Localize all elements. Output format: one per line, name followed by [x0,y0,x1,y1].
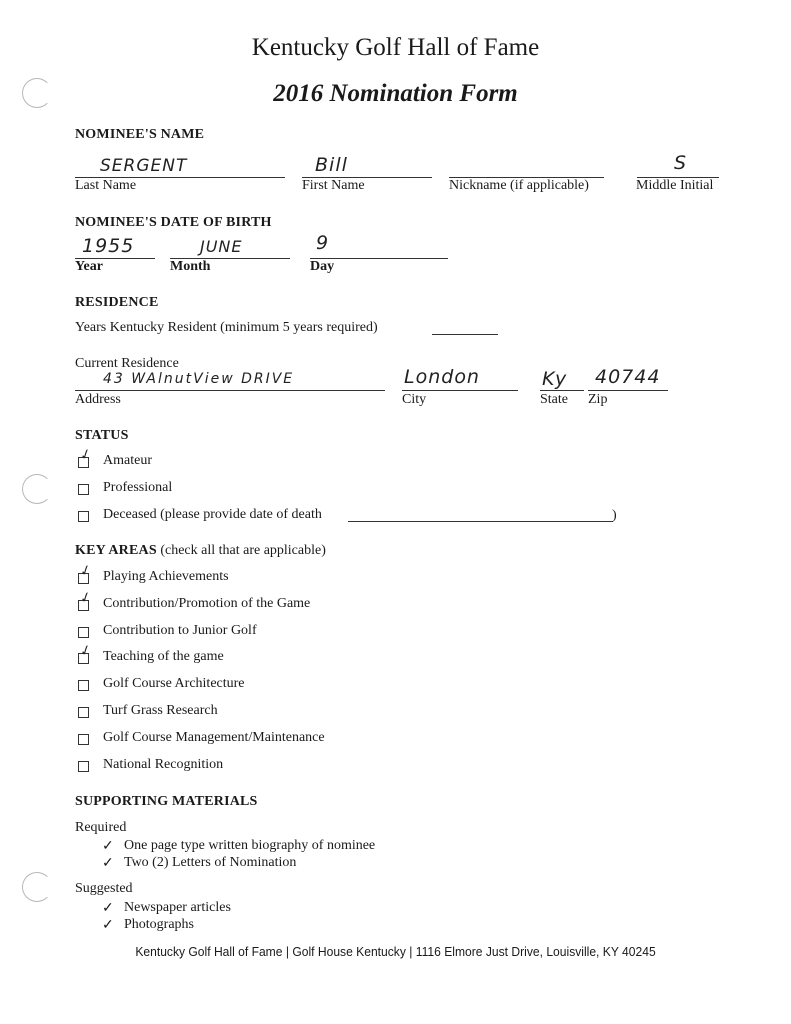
key-areas-heading-row [75,543,326,559]
current-residence-label: Current Residence [75,356,179,371]
key-area-label: Contribution to Junior Golf [103,622,257,638]
check-mark-icon: ✓ [102,856,114,871]
dob-day-label: Day [310,259,335,274]
check-mark-icon: ✓ [102,839,114,854]
suggested-item: Newspaper articles [124,900,231,915]
zip-field[interactable] [588,390,668,391]
check-mark-icon: ✓ [102,918,114,933]
suggested-item: Photographs [124,917,194,932]
key-area-label: National Recognition [103,756,224,772]
dob-year-label: Year [75,259,103,274]
city-field[interactable] [402,390,518,391]
years-resident-field[interactable] [432,334,498,335]
key-area-label: Golf Course Management/Maintenance [103,729,325,745]
check-mark-icon: ✓ [77,561,94,581]
key-area-label: Teaching of the game [103,649,224,665]
status-checkbox[interactable] [78,484,89,495]
middle-initial-label: Middle Initial [636,178,714,193]
status-label: Deceased (please provide date of death [103,507,322,522]
city-value: London [404,366,480,388]
status-heading: STATUS [75,428,129,443]
first-name-label: First Name [302,178,365,193]
deceased-close-paren: ) [612,508,617,523]
key-area-label: Contribution/Promotion of the Game [103,595,311,611]
address-value: 43 WAlnutView DRIVE [103,371,295,387]
state-field[interactable] [540,390,584,391]
check-mark-icon: ✓ [77,445,94,465]
required-label: Required [75,820,127,835]
key-area-checkbox[interactable] [78,627,89,638]
check-mark-icon: ✓ [77,588,94,608]
suggested-label: Suggested [75,881,133,896]
address-label: Address [75,392,121,407]
state-value: Ky [542,368,568,390]
first-name-value: Bill [315,154,348,176]
footer-text: Kentucky Golf Hall of Fame | Golf House Kentucky | 1116 Elmore Just Drive, Louisville, KY 40245 [135,944,656,959]
status-checkbox[interactable] [78,511,89,522]
punch-hole-middle [22,474,52,504]
middle-initial-value: S [674,152,688,174]
supporting-heading: SUPPORTING MATERIALS [75,794,258,809]
punch-hole-bottom [22,872,52,902]
dob-day-value: 9 [316,232,330,254]
zip-value: 40744 [595,366,661,388]
dob-heading: NOMINEE'S DATE OF BIRTH [75,215,272,230]
required-item: One page type written biography of nominee [124,838,376,853]
key-area-checkbox[interactable] [78,761,89,772]
city-label: City [402,392,427,407]
key-areas-heading: KEY AREAS [75,543,157,558]
page-title: Kentucky Golf Hall of Fame [251,34,540,61]
dob-month-label: Month [170,259,211,274]
check-mark-icon: ✓ [102,901,114,916]
nominee-name-heading: NOMINEE'S NAME [75,127,205,142]
dob-year-value: 1955 [82,235,135,257]
last-name-value: SERGENT [100,156,188,176]
key-area-checkbox[interactable] [78,734,89,745]
status-label: Amateur [103,453,152,468]
status-label: Professional [103,480,173,495]
key-area-checkbox[interactable] [78,680,89,691]
required-item: Two (2) Letters of Nomination [124,855,297,870]
address-field[interactable] [75,390,385,391]
nickname-label: Nickname (if applicable) [449,178,589,193]
form-subtitle: 2016 Nomination Form [273,80,518,107]
residence-heading: RESIDENCE [75,295,159,310]
dob-month-value: JUNE [200,237,243,256]
years-resident-label: Years Kentucky Resident (minimum 5 years required) [75,320,378,335]
key-area-label: Playing Achievements [103,569,229,584]
date-of-death-field[interactable] [348,521,613,522]
check-mark-icon: ✓ [77,641,94,661]
key-area-label: Turf Grass Research [103,703,218,718]
key-area-checkbox[interactable] [78,707,89,718]
last-name-label: Last Name [75,178,137,193]
key-areas-note: (check all that are applicable) [160,543,326,558]
key-area-label: Golf Course Architecture [103,676,245,692]
zip-label: Zip [588,392,608,407]
state-label: State [540,392,568,407]
